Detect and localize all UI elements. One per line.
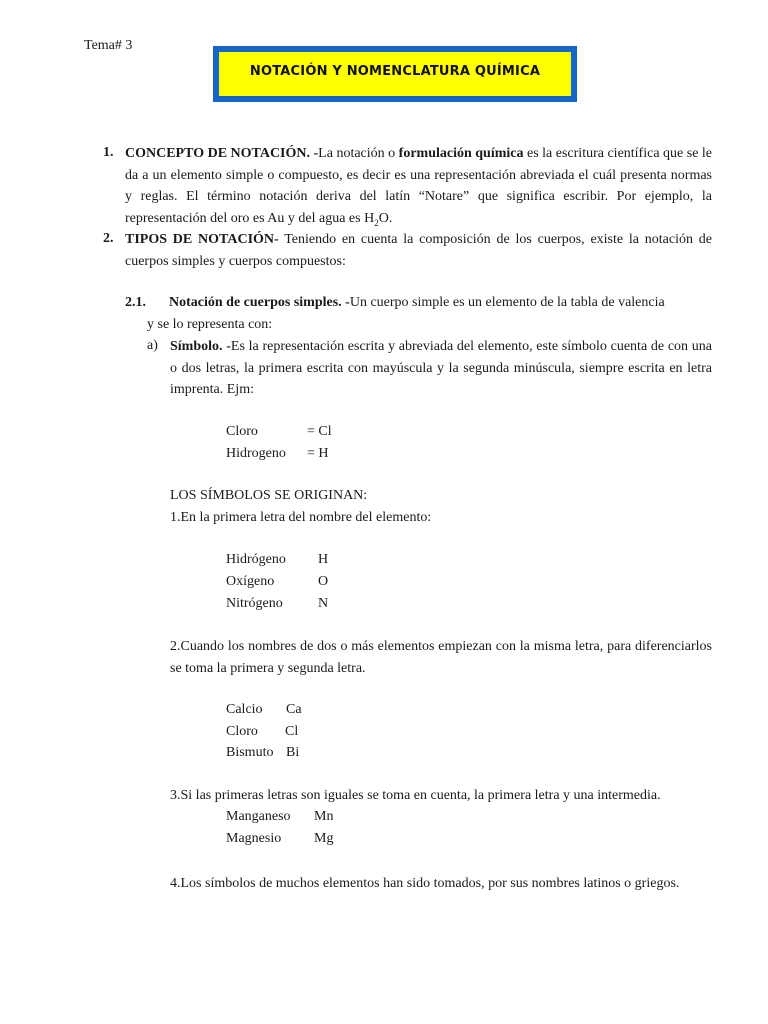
element-symbol: Cl <box>285 724 299 739</box>
section-2-1-line <box>169 295 665 311</box>
rule-2: 2.Cuando los nombres de dos o más elementos empiezan con la misma letra, para diferenciarlos se toma la primera y segunda letra. <box>170 639 712 676</box>
item-a-text: Es la representación escrita y abreviada del elemento, este símbolo cuenta de con una o dos letras, la primera escrita con mayúscula y la segunda minúscula, siempre escrita en letra imprenta. Ejm: <box>170 339 712 397</box>
example-row <box>226 446 286 462</box>
element-symbol: O <box>318 574 329 589</box>
element-name: Oxígeno <box>226 574 275 589</box>
section-1-text-c: O. <box>378 210 393 226</box>
element-symbol: H <box>318 552 329 567</box>
element-symbol: Bi <box>286 745 300 760</box>
element-symbol: Mg <box>314 831 334 846</box>
section-1-heading: CONCEPTO DE NOTACIÓN. - <box>125 146 319 161</box>
element-symbol: = H <box>307 446 329 461</box>
example-symbol <box>307 424 332 440</box>
section-2-1-number: 2.1. <box>125 295 146 310</box>
section-2-text: Teniendo en cuenta la composición de los cuerpos, existe la notación de cuerpos simples y cuerpos compuestos: <box>125 232 712 269</box>
section-2-1-text2: y se lo representa con: <box>147 317 273 332</box>
item-a-paragraph <box>170 336 712 401</box>
rule-1: 1.En la primera letra del nombre del elemento: <box>170 510 432 525</box>
section-2-1-text: Un cuerpo simple es un elemento de la tabla de valencia <box>349 295 665 310</box>
section-2-1-heading: Notación de cuerpos simples. - <box>169 295 350 310</box>
element-symbol: = Cl <box>307 424 332 439</box>
example-symbol <box>307 446 329 462</box>
element-name: Manganeso <box>226 809 291 824</box>
element-name: Nitrógeno <box>226 596 283 611</box>
origin-heading: LOS SÍMBOLOS SE ORIGINAN: <box>170 488 368 503</box>
element-name: Bismuto <box>226 745 274 760</box>
section-1-text-b: es la escritura científica que se le da a un elemento simple o compuesto, es decir es una representación abreviada el cuál presenta normas y reglas. El término notación deriva del latín “Notare” que significa escribir. Por ejemplo, la representación del oro es Au y del agua es H <box>125 146 713 226</box>
rule-4: 4.Los símbolos de muchos elementos han sido tomados, por sus nombres latinos o griegos. <box>170 876 680 891</box>
item-a-heading: Símbolo. - <box>170 339 231 354</box>
element-name: Hidrogeno <box>226 446 286 461</box>
section-1-text-a: La notación o <box>318 146 399 161</box>
element-name: Calcio <box>226 702 263 717</box>
subscript-2: 2 <box>374 217 379 228</box>
rule-3: 3.Si las primeras letras son iguales se toma en cuenta, la primera letra y una intermedia. <box>170 788 661 803</box>
element-symbol: Mn <box>314 809 334 824</box>
topic-number: Tema# 3 <box>84 38 133 53</box>
item-a-label: a) <box>147 338 158 353</box>
document-title: NOTACIÓN Y NOMENCLATURA QUÍMICA <box>249 64 541 79</box>
element-name: Cloro <box>226 424 258 439</box>
element-name: Hidrógeno <box>226 552 286 567</box>
element-name: Magnesio <box>226 831 282 846</box>
element-symbol: Ca <box>286 702 302 717</box>
section-1-bold-term: formulación química <box>398 146 524 161</box>
section-1-paragraph <box>125 143 712 234</box>
section-2-heading: TIPOS DE NOTACIÓN- <box>125 232 279 247</box>
element-symbol: N <box>318 596 329 611</box>
section-1-number: 1. <box>103 145 114 160</box>
example-row <box>226 424 258 440</box>
title-banner <box>213 46 577 102</box>
section-2-paragraph <box>125 229 712 272</box>
section-2-number: 2. <box>103 231 114 246</box>
element-name: Cloro <box>226 724 258 739</box>
